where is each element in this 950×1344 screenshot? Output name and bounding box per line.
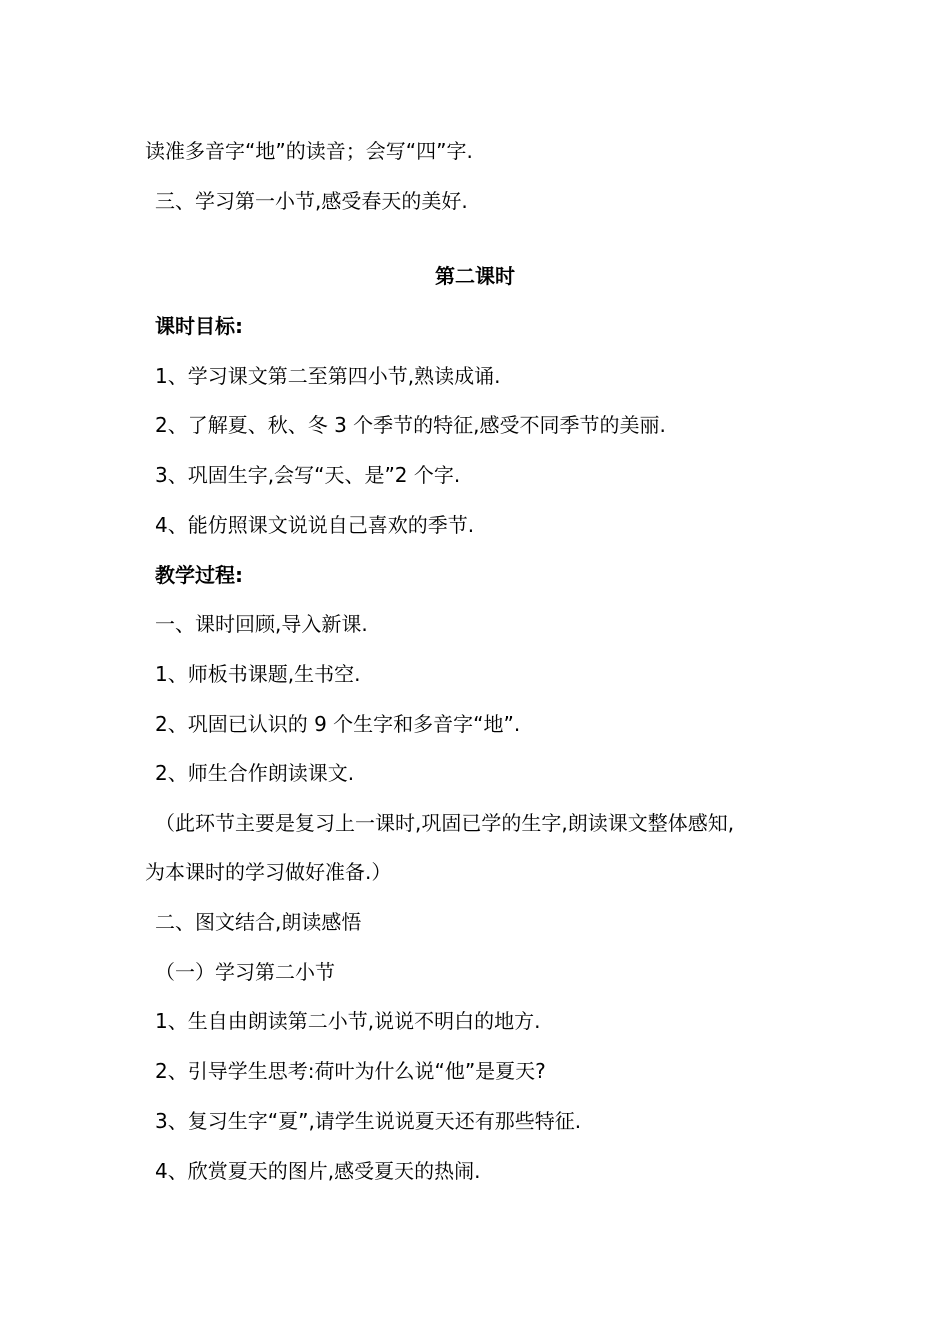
objective-item-2: 2、了解夏、秋、冬 3 个季节的特征,感受不同季节的美丽. [155,413,666,437]
process-note-line-1: （此环节主要是复习上一课时,巩固已学的生字,朗读课文整体感知, [155,811,735,835]
process-line-1: 一、课时回顾,导入新课. [155,612,368,636]
process-line-9: 3、复习生字“夏”,请学生说说夏天还有那些特征. [155,1109,582,1133]
intro-line-1: 读准多音字“地”的读音；会写“四”字. [145,139,473,163]
section-title: 第二课时 [435,264,515,288]
process-line-6: （一）学习第二小节 [155,960,335,984]
process-line-3: 2、巩固已认识的 9 个生字和多音字“地”. [155,712,521,736]
process-note-line-2: 为本课时的学习做好准备.） [145,860,392,884]
intro-line-2: 三、学习第一小节,感受春天的美好. [155,189,468,213]
objectives-heading: 课时目标: [155,314,243,338]
process-line-2: 1、师板书课题,生书空. [155,662,361,686]
objective-item-3: 3、巩固生字,会写“天、是”2 个字. [155,463,461,487]
process-line-10: 4、欣赏夏天的图片,感受夏天的热闹. [155,1159,481,1183]
process-line-8: 2、引导学生思考:荷叶为什么说“他”是夏天? [155,1059,546,1083]
objective-item-1: 1、学习课文第二至第四小节,熟读成诵. [155,364,501,388]
process-line-7: 1、生自由朗读第二小节,说说不明白的地方. [155,1009,541,1033]
process-line-5: 二、图文结合,朗读感悟 [155,910,362,934]
process-heading: 教学过程: [155,563,243,587]
objective-item-4: 4、能仿照课文说说自己喜欢的季节. [155,513,475,537]
process-line-4: 2、师生合作朗读课文. [155,761,355,785]
